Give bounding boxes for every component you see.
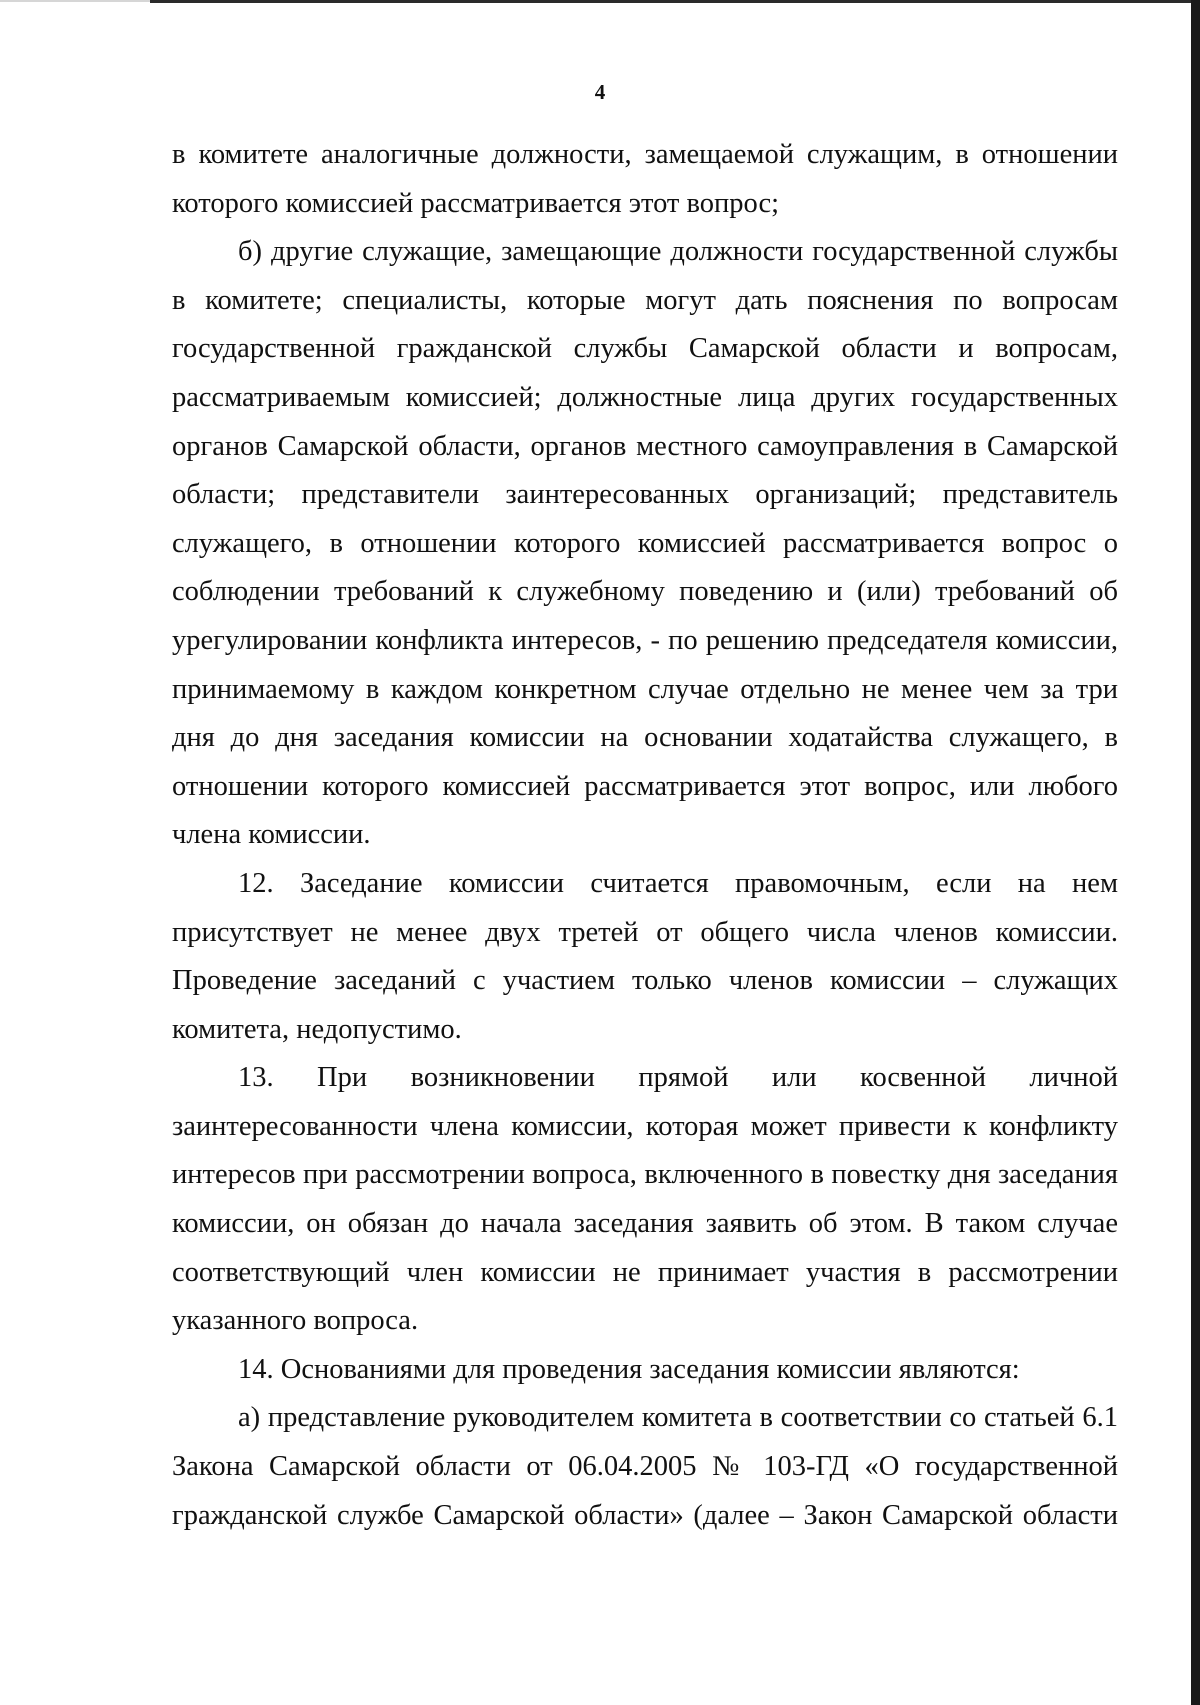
paragraph-continuation: в комитете аналогичные должности, замещаемой служащим, в отношении которого комиссией рассматривается этот вопрос;: [172, 139, 1118, 219]
paragraph-item-a: а) представление руководителем комитета в соответствии со статьей 6.1 Закона Самарской области от 06.04.2005 № 103-ГД «О государственной гражданской службе Самарской области» (далее – Закон Самарской области: [172, 1402, 1118, 1531]
page-number: 4: [594, 80, 606, 104]
paragraph-item-b: б) другие служащие, замещающие должности государственной службы в комитете; специалисты, которые могут дать пояснения по вопросам государственной гражданской службы Самарской области и вопросам, рассматриваемым комиссией; должностные лица других государственных органов Самарской области, органов местного самоуправления в Самарской области; представители заинтересованных организаций; представитель служащего, в отношении которого комиссией рассматривается вопрос о соблюдении требований к служебному поведению и (или) требований об урегулировании конфликта интересов, - по решению председателя комиссии, принимаемому в каждом конкретном случае отдельно не менее чем за три дня до дня заседания комиссии на основании ходатайства служащего, в отношении которого комиссией рассматривается этот вопрос, или любого члена комиссии.: [172, 236, 1118, 851]
scan-edge-right: [1191, 0, 1200, 1705]
document-body: [172, 131, 1118, 1540]
scan-edge-top: [150, 0, 1200, 3]
paragraph-13: 13. При возникновении прямой или косвенной личной заинтересованности члена комиссии, которая может привести к конфликту интересов при рассмотрении вопроса, включенного в повестку дня заседания комиссии, он обязан до начала заседания заявить об этом. В таком случае соответствующий член комиссии не принимает участия в рассмотрении указанного вопроса.: [172, 1062, 1118, 1337]
paragraph-12: 12. Заседание комиссии считается правомочным, если на нем присутствует не менее двух третей от общего числа членов комиссии. Проведение заседаний с участием только членов комиссии – служащих комитета, недопустимо.: [172, 867, 1118, 1045]
paragraph-14: 14. Основаниями для проведения заседания комиссии являются:: [238, 1353, 1020, 1385]
scan-edge-top-faint: [0, 0, 150, 2]
